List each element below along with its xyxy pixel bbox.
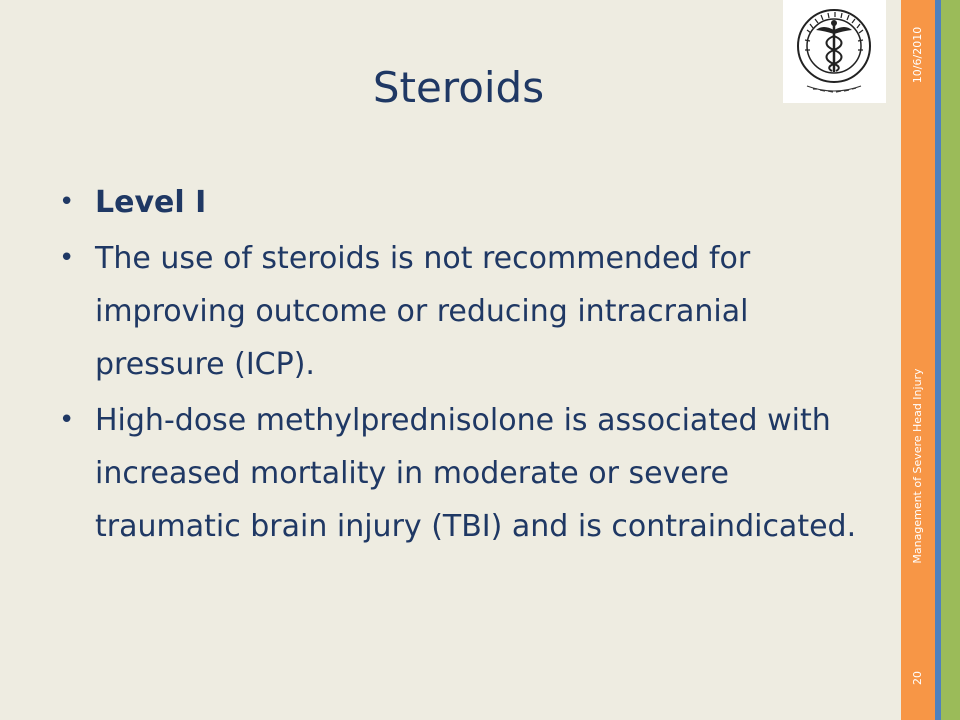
- bullet-dot-icon: •: [59, 187, 75, 217]
- bullet-item: [55, 176, 875, 229]
- bullet-list: [55, 176, 875, 556]
- slide-date: 10/6/2010: [911, 26, 924, 84]
- slide-title: Steroids: [372, 63, 545, 112]
- bullet-text: Level I: [95, 185, 207, 220]
- slide-footer: Management of Severe Head Injury: [911, 368, 924, 564]
- side-bar-green: [941, 0, 960, 720]
- bullet-dot-icon: •: [59, 243, 75, 273]
- bullet-dot-icon: •: [59, 405, 75, 435]
- bullet-text: High-dose methylprednisolone is associated with increased mortality in moderate or severe traumatic brain injury (TBI) and is contraindicated.: [95, 403, 857, 544]
- bullet-text: The use of steroids is not recommended for improving outcome or reducing intracranial pressure (ICP).: [95, 241, 751, 382]
- bullet-item: [55, 394, 875, 553]
- bullet-item: [55, 232, 875, 391]
- slide-number: 20: [911, 671, 924, 685]
